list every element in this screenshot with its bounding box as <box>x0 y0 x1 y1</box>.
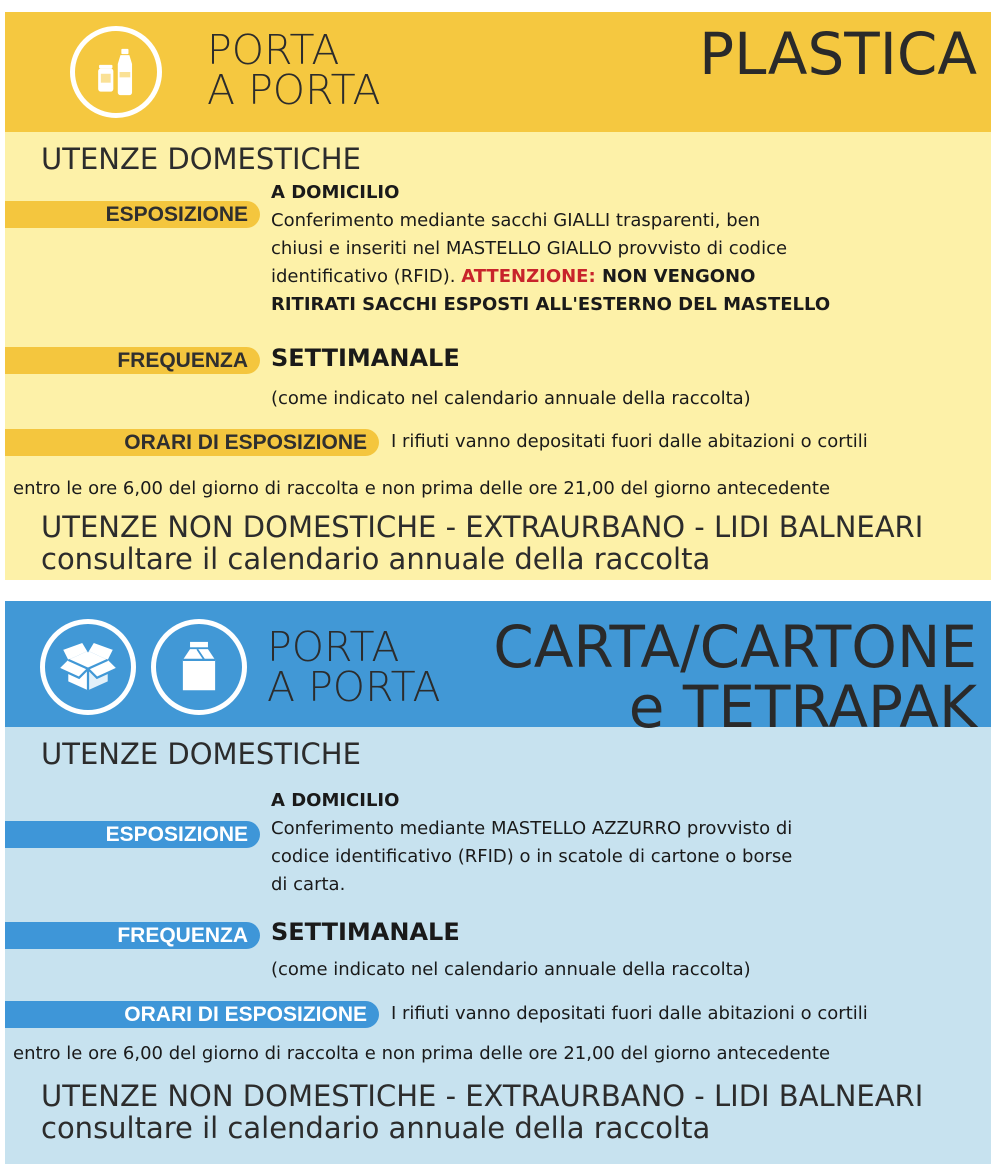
orari-text-1: I rifiuti vanno depositati fuori dalle abitazioni o cortili <box>391 1003 868 1024</box>
warning-text-1: NON VENGONO <box>595 266 756 287</box>
consultare-text: consultare il calendario annuale della raccolta <box>41 542 711 576</box>
frequenza-value: SETTIMANALE <box>271 918 460 946</box>
orari-label: ORARI DI ESPOSIZIONE <box>5 429 379 456</box>
porta-line-2: A PORTA <box>267 663 441 711</box>
frequenza-note: (come indicato nel calendario annuale della raccolta) <box>271 388 751 409</box>
porta-line-1: PORTA <box>267 623 400 671</box>
esposizione-text <box>271 787 792 899</box>
section-title <box>493 613 977 741</box>
esposizione-heading: A DOMICILIO <box>271 182 400 203</box>
porta-line-1: PORTA <box>207 26 340 74</box>
esposizione-line-2: chiusi e inseriti nel MASTELLO GIALLO provvisto di codice <box>271 238 788 259</box>
utenze-domestiche-heading: UTENZE DOMESTICHE <box>41 142 361 176</box>
orari-label: ORARI DI ESPOSIZIONE <box>5 1001 379 1028</box>
porta-a-porta-label <box>207 26 381 114</box>
bottle-can-icon <box>70 26 162 118</box>
plastica-section <box>5 12 991 580</box>
esposizione-heading: A DOMICILIO <box>271 790 400 811</box>
orari-text-1: I rifiuti vanno depositati fuori dalle abitazioni o cortili <box>391 431 868 452</box>
section-title <box>699 20 977 88</box>
frequenza-label: FREQUENZA <box>5 347 260 374</box>
frequenza-note: (come indicato nel calendario annuale della raccolta) <box>271 959 751 980</box>
porta-line-2: A PORTA <box>207 66 381 114</box>
consultare-text: consultare il calendario annuale della raccolta <box>41 1111 711 1145</box>
orari-text-2: entro le ore 6,00 del giorno di raccolta e non prima delle ore 21,00 del giorno antecedente <box>13 478 831 499</box>
title-line-1: PLASTICA <box>699 20 977 88</box>
esposizione-line-1: Conferimento mediante sacchi GIALLI trasparenti, ben <box>271 210 761 231</box>
plastica-header <box>5 12 991 132</box>
esposizione-line-3: di carta. <box>271 874 346 895</box>
frequenza-label: FREQUENZA <box>5 922 260 949</box>
rfid-text: identificativo (RFID). <box>271 266 462 287</box>
orari-text-2: entro le ore 6,00 del giorno di raccolta e non prima delle ore 21,00 del giorno antecedente <box>13 1043 831 1064</box>
porta-a-porta-label <box>267 623 441 711</box>
esposizione-label: ESPOSIZIONE <box>5 821 260 848</box>
carta-section <box>5 601 991 1164</box>
esposizione-line-2: codice identificativo (RFID) o in scatole di cartone o borse <box>271 846 793 867</box>
frequenza-value: SETTIMANALE <box>271 344 460 372</box>
non-domestiche-heading: UTENZE NON DOMESTICHE - EXTRAURBANO - LIDI BALNEARI <box>41 1079 924 1113</box>
esposizione-line-3 <box>271 263 830 291</box>
attenzione-label: ATTENZIONE: <box>461 266 596 287</box>
non-domestiche-heading: UTENZE NON DOMESTICHE - EXTRAURBANO - LIDI BALNEARI <box>41 510 924 544</box>
esposizione-text <box>271 179 830 319</box>
utenze-domestiche-heading: UTENZE DOMESTICHE <box>41 737 361 771</box>
title-line-1: CARTA/CARTONE <box>493 613 977 681</box>
carta-header <box>5 601 991 741</box>
esposizione-line-1: Conferimento mediante MASTELLO AZZURRO provvisto di <box>271 818 793 839</box>
cardboard-box-icon <box>40 619 136 715</box>
title-line-2: e TETRAPAK <box>628 673 977 741</box>
esposizione-label: ESPOSIZIONE <box>5 201 260 228</box>
milk-carton-icon <box>151 619 247 715</box>
warning-text-2: RITIRATI SACCHI ESPOSTI ALL'ESTERNO DEL MASTELLO <box>271 294 831 315</box>
